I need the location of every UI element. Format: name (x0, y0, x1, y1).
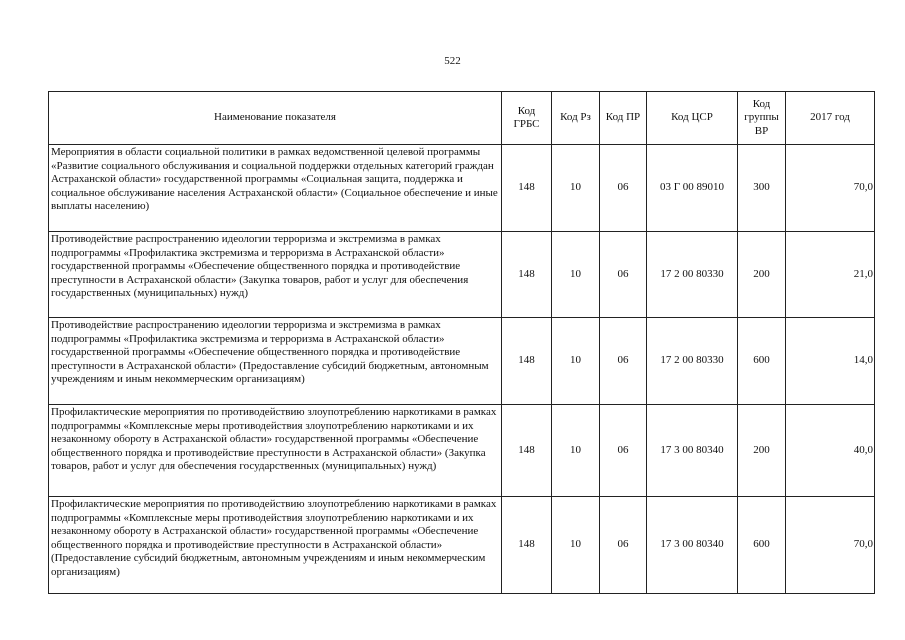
header-grbs: Код ГРБС (502, 92, 552, 145)
row-rz: 10 (552, 318, 600, 405)
table-header-row (49, 92, 875, 145)
table-row (49, 145, 875, 232)
row-amount: 70,0 (786, 145, 875, 232)
row-grbs: 148 (502, 497, 552, 594)
row-vr: 200 (738, 232, 786, 318)
row-amount: 21,0 (786, 232, 875, 318)
row-csr: 17 2 00 80330 (647, 318, 738, 405)
header-vr: Код группы ВР (738, 92, 786, 145)
row-pr: 06 (600, 318, 647, 405)
header-pr: Код ПР (600, 92, 647, 145)
row-grbs: 148 (502, 145, 552, 232)
row-name: Профилактические мероприятия по противодействию злоупотреблению наркотиками в рамках подпрограммы «Комплексные меры противодействия злоупотреблению наркотиками и их незаконному обороту в Астраханской области» государственной программы «Обеспечение общественного порядка и противодействие преступности в Астраханской области» (Предоставление субсидий бюджетным, автономным учреждениям и иным некоммерческим организациям) (49, 497, 502, 594)
row-vr: 600 (738, 497, 786, 594)
budget-table (48, 91, 875, 594)
row-pr: 06 (600, 145, 647, 232)
row-name: Мероприятия в области социальной политики в рамках ведомственной целевой программы «Развитие социального обслуживания и социальной поддержки отдельных категорий граждан Астраханской области» государственной программы «Социальная защита, поддержка и социальное обслуживание населения Астраханской области» (Социальное обеспечение и иные выплаты населению) (49, 145, 502, 232)
page-number: 522 (444, 55, 461, 67)
row-amount: 14,0 (786, 318, 875, 405)
header-year: 2017 год (786, 92, 875, 145)
row-csr: 03 Г 00 89010 (647, 145, 738, 232)
row-grbs: 148 (502, 318, 552, 405)
row-grbs: 148 (502, 405, 552, 497)
row-name: Противодействие распространению идеологии терроризма и экстремизма в рамках подпрограммы «Профилактика экстремизма и терроризма в Астраханской области» государственной программы «Обеспечение общественного порядка и противодействие преступности в Астраханской области» (Закупка товаров, работ и услуг для обеспечения государственных (муниципальных) нужд) (49, 232, 502, 318)
row-vr: 600 (738, 318, 786, 405)
row-rz: 10 (552, 145, 600, 232)
row-csr: 17 2 00 80330 (647, 232, 738, 318)
table-row (49, 405, 875, 497)
row-pr: 06 (600, 405, 647, 497)
row-grbs: 148 (502, 232, 552, 318)
row-name: Противодействие распространению идеологии терроризма и экстремизма в рамках подпрограммы «Профилактика экстремизма и терроризма в Астраханской области» государственной программы «Обеспечение общественного порядка и противодействие преступности в Астраханской области» (Предоставление субсидий бюджетным, автономным учреждениям и иным некоммерческим организациям) (49, 318, 502, 405)
row-pr: 06 (600, 232, 647, 318)
row-name: Профилактические мероприятия по противодействию злоупотреблению наркотиками в рамках подпрограммы «Комплексные меры противодействия злоупотреблению наркотиками и их незаконному обороту в Астраханской области» государственной программы «Обеспечение общественного порядка и противодействие преступности в Астраханской области» (Закупка товаров, работ и услуг для обеспечения государственных (муниципальных) нужд) (49, 405, 502, 497)
row-amount: 40,0 (786, 405, 875, 497)
row-rz: 10 (552, 497, 600, 594)
table-row (49, 318, 875, 405)
row-rz: 10 (552, 232, 600, 318)
row-amount: 70,0 (786, 497, 875, 594)
row-pr: 06 (600, 497, 647, 594)
header-rz: Код Рз (552, 92, 600, 145)
table-row (49, 232, 875, 318)
table-row (49, 497, 875, 594)
header-csr: Код ЦСР (647, 92, 738, 145)
header-name: Наименование показателя (49, 92, 502, 145)
row-csr: 17 3 00 80340 (647, 497, 738, 594)
row-vr: 200 (738, 405, 786, 497)
row-rz: 10 (552, 405, 600, 497)
row-vr: 300 (738, 145, 786, 232)
row-csr: 17 3 00 80340 (647, 405, 738, 497)
